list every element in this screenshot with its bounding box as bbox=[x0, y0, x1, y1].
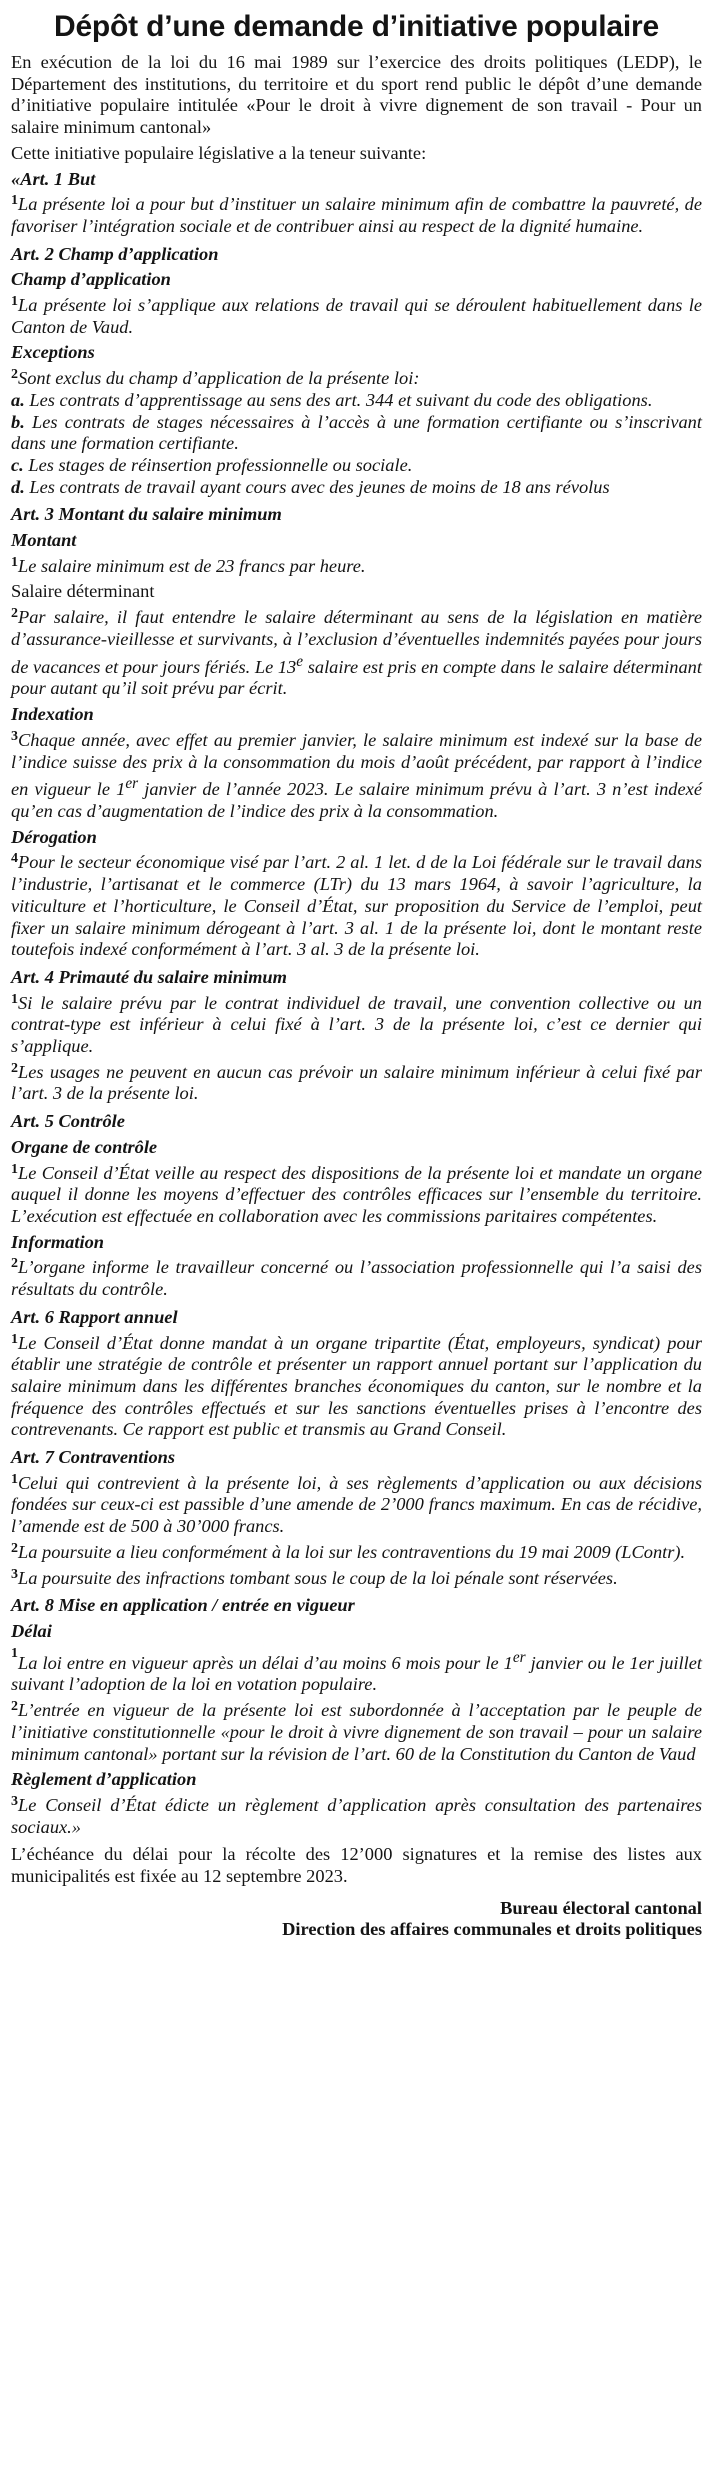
art5-paragraph-1: $^1$Le Conseil d’État veille au respect des dispositions de la présente loi et mandate un organe auquel il donne les moyens d’effectuer des contrôles efficaces sur l’ensemble du territoire. L’exécution est effectuée en collaboration avec les commissions paritaires compétentes. bbox=[11, 1161, 702, 1226]
signature-line-2: Direction des affaires communales et droits politiques bbox=[282, 1918, 702, 1939]
art4-title: Art. 4 Primauté du salaire minimum bbox=[11, 966, 287, 987]
art2-item-c: c. Les stages de réinsertion professionnelle ou sociale. bbox=[11, 454, 413, 475]
art7-paragraph-1: $^1$Celui qui contrevient à la présente loi, à ses règlements d’application ou aux décisions fondées sur ceux-ci est passible d’une amende de 2’000 francs maximum. En cas de récidive, l’amende est de 500 à 30’000 francs. bbox=[11, 1471, 702, 1537]
art2-heading-scope: Champ d’application bbox=[11, 269, 171, 290]
art3-paragraph-4: $^4$Pour le secteur économique visé par l’art. 2 al. 1 let. d de la Loi fédérale sur le travail dans l’industrie, l’artisanat et le commerce (LTr) du 13 mars 1964, à savoir l’agriculture, la viticulture et l’horticulture, le Conseil d’État, sur proposition du Service de l’emploi, peut fixer un salaire minimum dérogeant à l’art. 3 al. 1 de la présente loi, dont le montant reste toutefois indexé conformément à l’art. 3 al. 3 de la présente loi. bbox=[11, 851, 702, 960]
art3-paragraph-3: $^3$Chaque année, avec effet au premier janvier, le salaire minimum est indexé sur la base de l’indice suisse des prix à la consommation du mois d’août précédent, par rapport à l’indice en vigueur le 1er janvier de l’année 2023. Le salaire minimum prévu à l’art. 3 n’est indexé qu’en cas d’augmentation de l’indice des prix à la consommation. bbox=[11, 728, 702, 822]
closing-paragraph: L’échéance du délai pour la récolte des 12’000 signatures et la remise des listes aux municipalités est fixée au 12 septembre 2023. bbox=[11, 1844, 702, 1887]
art3-heading-determining-salary: Salaire déterminant bbox=[11, 581, 155, 602]
art2-item-b: b. Les contrats de stages nécessaires à l’accès à une formation certifiante ou s’inscrivant dans une formation certifiante. bbox=[11, 411, 702, 454]
art1-title: «Art. 1 But bbox=[11, 168, 96, 189]
art4-paragraph-1: $^1$Si le salaire prévu par le contrat individuel de travail, une convention collective ou un contrat-type est inférieur à celui fixé à l’art. 3 de la présente loi, c’est ce dernier qui s’applique. bbox=[11, 991, 702, 1057]
art2-paragraph-1: $^1$La présente loi s’applique aux relations de travail qui se déroulent habituellement dans le Canton de Vaud. bbox=[11, 294, 702, 337]
art5-paragraph-2: $^2$L’organe informe le travailleur concerné ou l’association professionnelle qui l’a saisi des résultats du contrôle. bbox=[11, 1256, 702, 1300]
signature-block bbox=[11, 1898, 702, 1940]
art2-item-d: d. Les contrats de travail ayant cours avec des jeunes de moins de 18 ans révolus bbox=[11, 476, 610, 497]
art7-title: Art. 7 Contraventions bbox=[11, 1447, 176, 1468]
art6-title: Art. 6 Rapport annuel bbox=[11, 1306, 178, 1327]
art2-item-a: a. Les contrats d’apprentissage au sens des art. 344 et suivant du code des obligations. bbox=[11, 389, 653, 410]
art8-paragraph-2: $^2$L’entrée en vigueur de la présente loi est subordonnée à l’acceptation par le peuple de l’initiative constitutionnelle «pour le droit à vivre dignement de son travail – pour un salaire minimum cantonal» portant sur la révision de l’art. 60 de la Constitution du Canton de Vaud bbox=[11, 1699, 702, 1764]
art5-heading-control-body: Organe de contrôle bbox=[11, 1136, 158, 1157]
art8-heading-regulation: Règlement d’application bbox=[11, 1769, 197, 1790]
art2-heading-exceptions: Exceptions bbox=[11, 342, 95, 363]
art3-paragraph-2: $^2$Par salaire, il faut entendre le salaire déterminant au sens de la législation en matière d’assurance-vieillesse et survivants, à l’exclusion d’éventuelles indemnités payées pour jours de vacances et pour jours fériés. Le 13e salaire est pris en compte dans le salaire déterminant pour autant qu’il soit prévu par écrit. bbox=[11, 606, 702, 699]
art5-title: Art. 5 Contrôle bbox=[11, 1111, 125, 1132]
art8-title: Art. 8 Mise en application / entrée en vigueur bbox=[11, 1595, 355, 1616]
art8-paragraph-3: $^3$Le Conseil d’État édicte un règlement d’application après consultation des partenaires sociaux.» bbox=[11, 1794, 702, 1837]
art1-paragraph-1: $^1$La présente loi a pour but d’instituer un salaire minimum afin de combattre la pauvreté, de favoriser l’intégration sociale et de contribuer ainsi au respect de la dignité humaine. bbox=[11, 193, 702, 236]
art4-paragraph-2: $^2$Les usages ne peuvent en aucun cas prévoir un salaire minimum inférieur à celui fixé par l’art. 3 de la présente loi. bbox=[11, 1060, 702, 1104]
notice-title: Dépôt d’une demande d’initiative populaire bbox=[53, 10, 659, 43]
art3-heading-derogation: Dérogation bbox=[11, 826, 97, 847]
art3-paragraph-1: $^1$Le salaire minimum est de 23 francs par heure. bbox=[11, 554, 366, 576]
art2-title: Art. 2 Champ d’application bbox=[11, 243, 219, 264]
art7-paragraph-2: $^2$La poursuite a lieu conformément à la loi sur les contraventions du 19 mai 2009 (LContr). bbox=[11, 1540, 686, 1562]
art8-heading-delay: Délai bbox=[11, 1620, 52, 1641]
art3-heading-amount: Montant bbox=[11, 530, 77, 551]
art6-paragraph-1: $^1$Le Conseil d’État donne mandat à un organe tripartite (État, employeurs, syndicat) pour établir une stratégie de contrôle et présenter un rapport annuel portant sur l’application du salaire minimum dans les différentes branches économiques du canton, sur le nombre et la fréquence des contrôles effectués et sur les sanctions éventuelles prises à l’encontre des contrevenants. Ce rapport est public et transmis au Grand Conseil. bbox=[11, 1331, 702, 1440]
art5-heading-information: Information bbox=[11, 1231, 105, 1252]
signature-line-1: Bureau électoral cantonal bbox=[500, 1897, 702, 1918]
art3-title: Art. 3 Montant du salaire minimum bbox=[11, 504, 282, 525]
art7-paragraph-3: $^3$La poursuite des infractions tombant sous le coup de la loi pénale sont réservées. bbox=[11, 1566, 618, 1588]
art3-heading-indexation: Indexation bbox=[11, 704, 94, 725]
intro-paragraph: En exécution de la loi du 16 mai 1989 sur l’exercice des droits politiques (LEDP), le Département des institutions, du territoire et du sport rend public le dépôt d’une demande d’initiative populaire intitulée «Pour le droit à vivre dignement de son travail - Pour un salaire minimum cantonal» bbox=[11, 52, 702, 138]
art8-paragraph-1: $^1$La loi entre en vigueur après un délai d’au moins 6 mois pour le 1er janvier ou le 1er juillet suivant l’adoption de la loi en votation populaire. bbox=[11, 1645, 702, 1695]
teneur-line: Cette initiative populaire législative a la teneur suivante: bbox=[11, 142, 427, 163]
art2-paragraph-2: $^2$Sont exclus du champ d’application de la présente loi: bbox=[11, 367, 420, 389]
